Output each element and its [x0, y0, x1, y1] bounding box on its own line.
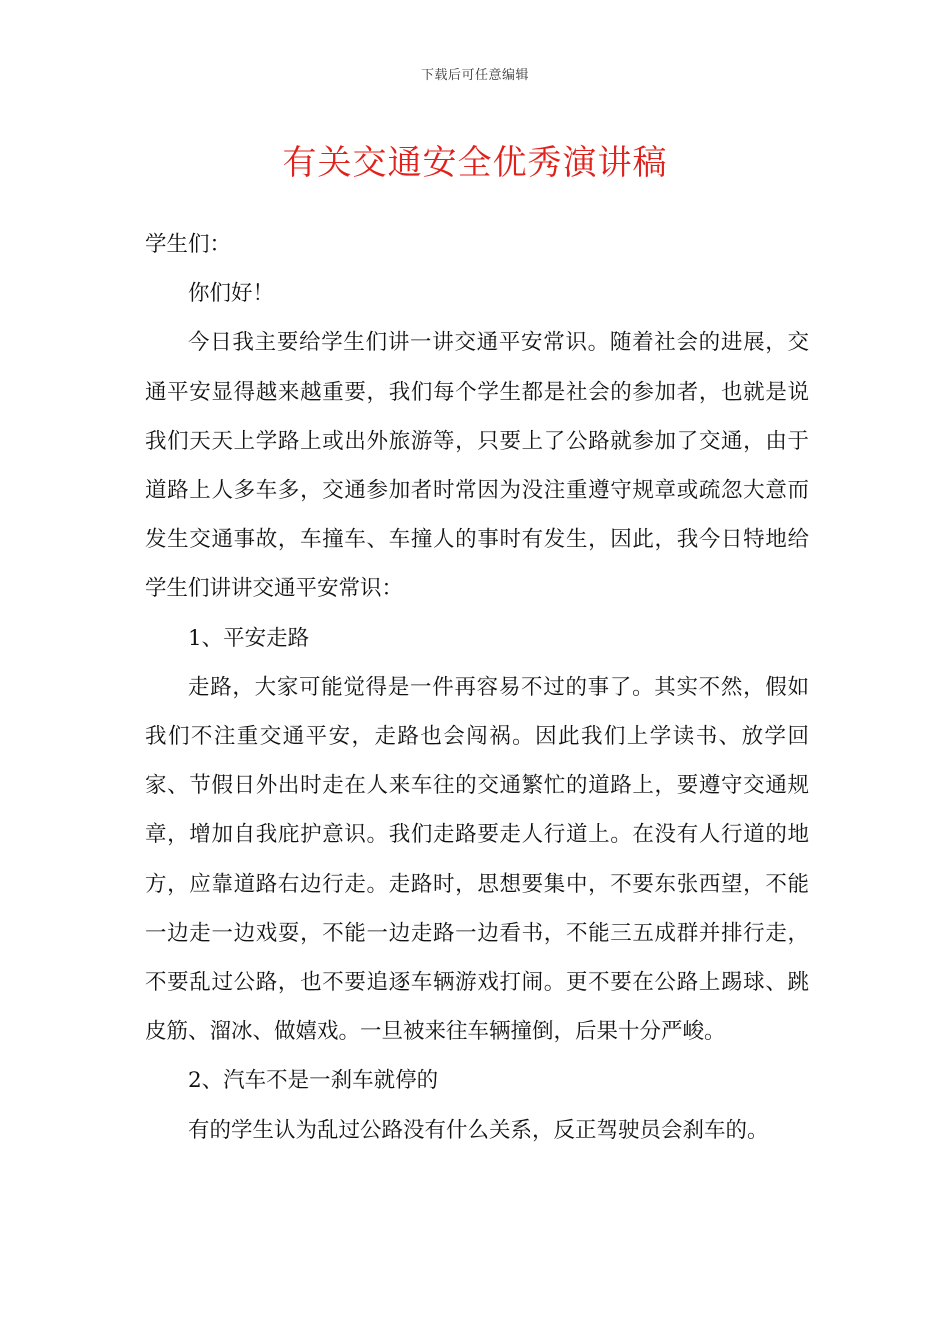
paragraph-walking: 走路，大家可能觉得是一件再容易不过的事了。其实不然，假如我们不注重交通平安，走路也会闯祸。因此我们上学读书、放学回家、节假日外出时走在人来车往的交通繁忙的道路上，要遵守交通规章，增加自我庇护意识。我们走路要走人行道上。在没有人行道的地方，应靠道路右边行走。走路时，思想要集中，不要东张西望，不能一边走一边戏耍，不能一边走路一边看书，不能三五成群并排行走，不要乱过公路，也不要追逐车辆游戏打闹。更不要在公路上踢球、跳皮筋、溜冰、做嬉戏。一旦被来往车辆撞倒，后果十分严峻。 — [145, 674, 809, 1045]
document-title: 有关交通安全优秀演讲稿 — [282, 143, 668, 183]
section-heading-2: 2、汽车不是一刹车就停的 — [188, 1068, 439, 1094]
paragraph-greeting: 你们好！ — [188, 281, 275, 307]
paragraph-intro: 今日我主要给学生们讲一讲交通平安常识。随着社会的进展，交通平安显得越来越重要，我们每个学生都是社会的参加者，也就是说我们天天上学路上或出外旅游等，只要上了公路就参加了交通，由于道路上人多车多，交通参加者时常因为没注重遵守规章或疏忽大意而发生交通事故，车撞车、车撞人的事时有发生，因此，我今日特地给学生们讲讲交通平安常识： — [145, 330, 809, 602]
header-note: 下载后可任意编辑 — [420, 68, 529, 83]
document-body — [145, 220, 809, 1155]
section-heading-1: 1、平安走路 — [188, 625, 310, 651]
salutation: 学生们： — [145, 232, 232, 257]
paragraph-braking: 有的学生认为乱过公路没有什么关系，反正驾驶员会刹车的。 — [188, 1117, 769, 1143]
